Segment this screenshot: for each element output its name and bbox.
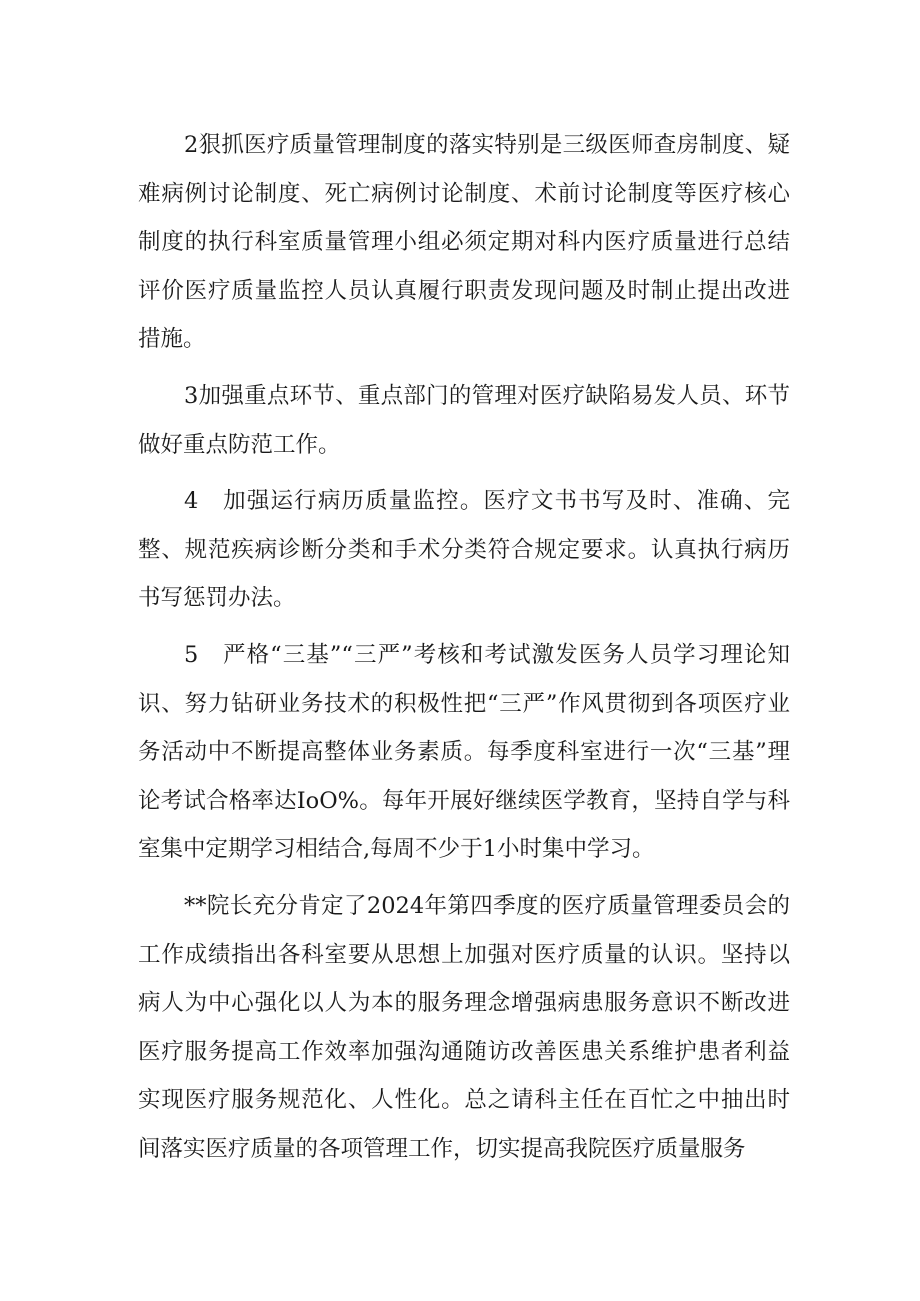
paragraph-item-2: 2狠抓医疗质量管理制度的落实特别是三级医师查房制度、疑难病例讨论制度、死亡病例讨论制度、术前讨论制度等医疗核心制度的执行科室质量管理小组必须定期对科内医疗质量进行总结评价医疗质量监控人员认真履行职责发现问题及时制止提出改进措施。: [138, 132, 790, 353]
paragraph-item-4: 4 加强运行病历质量监控。医疗文书书写及时、准确、完整、规范疾病诊断分类和手术分类符合规定要求。认真执行病历书写惩罚办法。: [138, 488, 790, 612]
paragraph-item-5: 5 严格“三基”“三严”考核和考试激发医务人员学习理论知识、努力钻研业务技术的积极性把“三严”作风贯彻到各项医疗业务活动中不断提高整体业务素质。每季度科室进行一次“三基”理论考试合格率达IoO%。每年开展好继续医学教育，坚持自学与科室集中定期学习相结合,每周不少于1小时集中学习。: [138, 641, 790, 863]
document-body: [138, 121, 790, 1173]
paragraph-item-3: 3加强重点环节、重点部门的管理对医疗缺陷易发人员、环节做好重点防范工作。: [138, 382, 790, 458]
paragraph-president-remarks: **院长充分肯定了2024年第四季度的医疗质量管理委员会的工作成绩指出各科室要从思想上加强对医疗质量的认识。坚持以病人为中心强化以人为本的服务理念增强病患服务意识不断改进医疗服务提高工作效率加强沟通随访改善医患关系维护患者利益实现医疗服务规范化、人性化。总之请科主任在百忙之中抽出时间落实医疗质量的各项管理工作，切实提高我院医疗质量服务: [138, 892, 790, 1162]
